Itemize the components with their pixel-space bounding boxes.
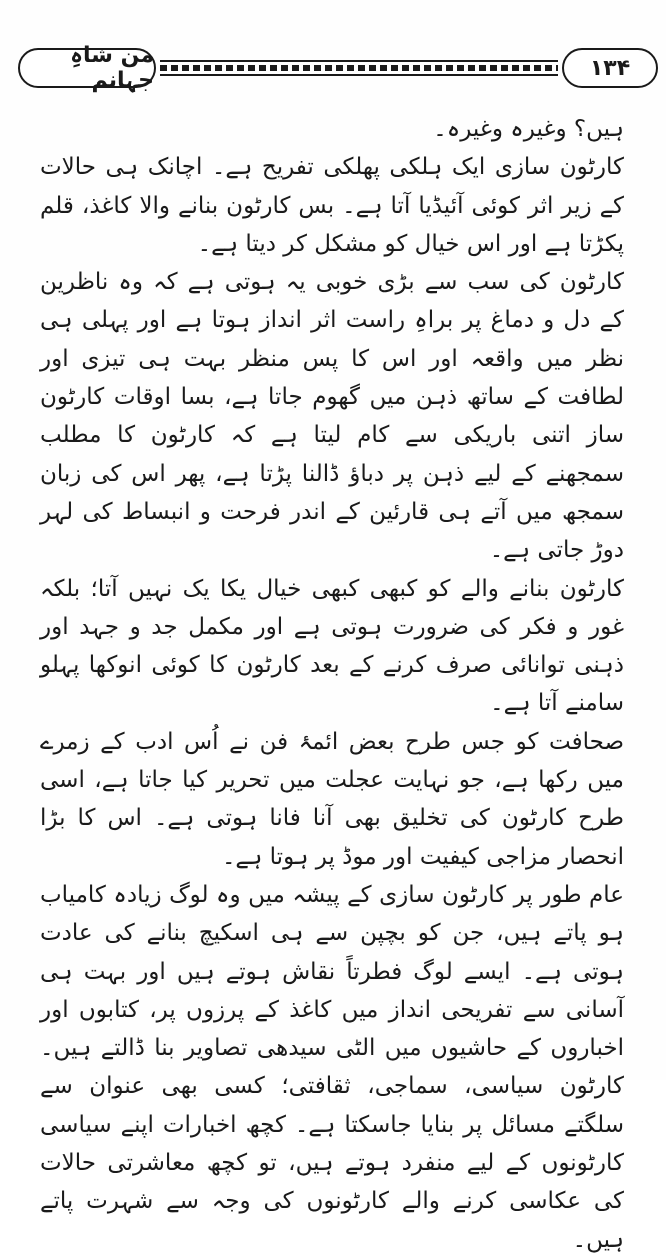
book-title: من شاہِ جہانم xyxy=(18,48,156,88)
paragraph-1: ہیں؟ وغیرہ وغیرہ۔ xyxy=(433,116,624,142)
paragraph-5: صحافت کو جس طرح بعض ائمۂ فن نے اُس ادب کے زمرے میں رکھا ہے، جو نہایت عجلت میں تحریر کیا جاتا ہے، اسی طرح کارٹون کی تخلیق بھی آنا فانا ہوتی ہے۔ اس کا بڑا انحصار مزاجی کیفیت اور موڈ پر ہوتا ہے۔ xyxy=(40,728,624,870)
page-header xyxy=(18,43,658,93)
paragraph-6: عام طور پر کارٹون سازی کے پیشہ میں وہ لوگ زیادہ کامیاب ہو پاتے ہیں، جن کو بچپن سے ہی اسکیچ بنانے کی عادت ہوتی ہے۔ ایسے لوگ فطرتاً نقاش ہوتے ہیں اور بہت ہی آسانی سے تفریحی انداز میں کاغذ کے پرزوں پر، کتابوں اور اخباروں کے حاشیوں میں الٹی سیدھی تصاویر بنا ڈالتے ہیں۔ کارٹون سیاسی، سماجی، ثقافتی؛ کسی بھی عنوان سے سلگتے مسائل پر بنایا جاسکتا ہے۔ کچھ اخبارات اپنے سیاسی کارٹونوں کے لیے منفرد ہوتے ہیں، تو کچھ معاشرتی حالات کی عکاسی کرنے والے کارٹونوں کی وجہ سے شہرت پاتے ہیں۔ xyxy=(40,881,624,1253)
paragraph-2: کارٹون سازی ایک ہلکی پھلکی تفریح ہے۔ اچانک ہی حالات کے زیر اثر کوئی آئیڈیا آتا ہے۔ بس کارٹون بنانے والا کاغذ، قلم پکڑتا ہے اور اس خیال کو مشکل کر دیتا ہے۔ xyxy=(40,154,624,257)
page-number: ۱۳۴ xyxy=(562,48,658,88)
header-rule-top-line xyxy=(160,60,558,62)
header-rule-bottom-line xyxy=(160,74,558,76)
body-text xyxy=(40,110,624,1259)
paragraph-3: کارٹون کی سب سے بڑی خوبی یہ ہوتی ہے کہ وہ ناظرین کے دل و دماغ پر براہِ راست اثر انداز ہوتا ہے اور پہلی ہی نظر میں واقعہ اور اس کا پس منظر بہت ہی تیزی اور لطافت کے ساتھ ذہن میں گھوم جاتا ہے، بسا اوقات کارٹون ساز اتنی باریکی سے کام لیتا ہے کہ کارٹون کا مطلب سمجھنے کے لیے ذہن پر دباؤ ڈالنا پڑتا ہے، پھر اس کی زبان سمجھ میں آتے ہی قارئین کے اندر فرحت و انبساط کی لہر دوڑ جاتی ہے۔ xyxy=(40,269,624,564)
header-rule-dots xyxy=(160,65,558,71)
header-ornamental-rule xyxy=(160,59,558,77)
paragraph-4: کارٹون بنانے والے کو کبھی کبھی خیال یکا یک نہیں آتا؛ بلکہ غور و فکر کی ضرورت ہوتی ہے اور مکمل جد و جہد اور ذہنی توانائی صرف کرنے کے بعد کارٹون کا کوئی انوکھا پہلو سامنے آتا ہے۔ xyxy=(40,575,624,717)
